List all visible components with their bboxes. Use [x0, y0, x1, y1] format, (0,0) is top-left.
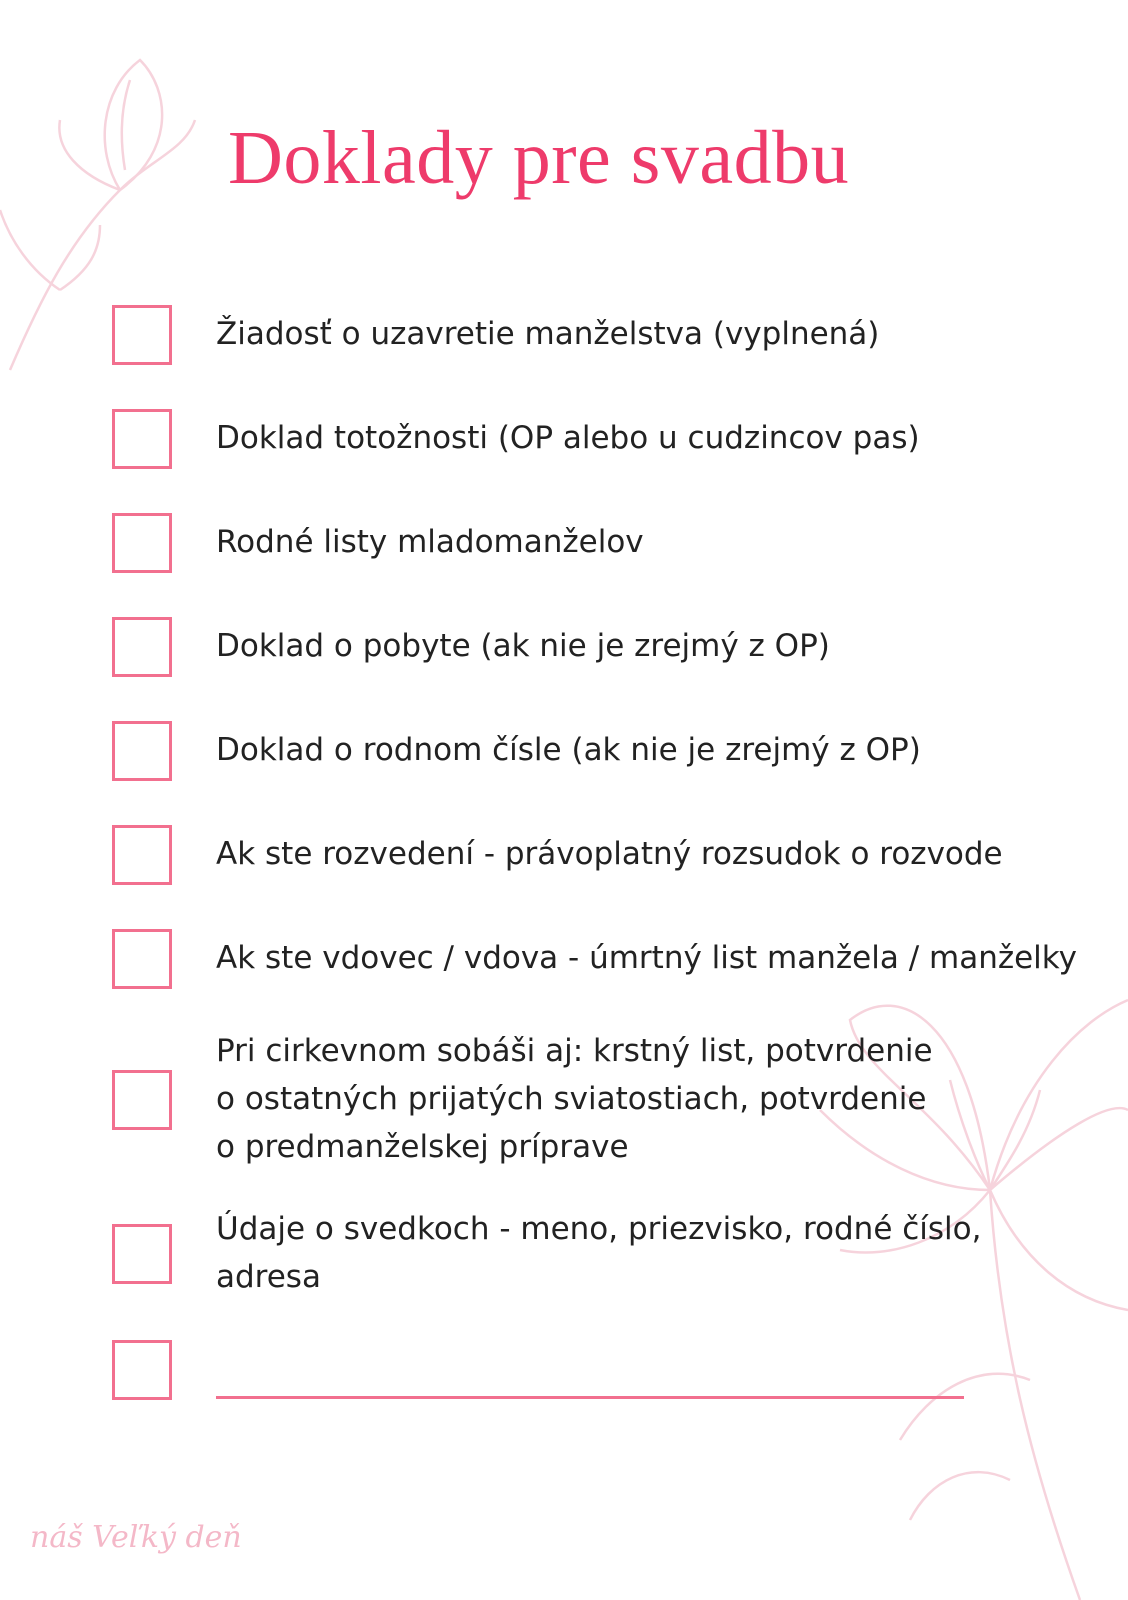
checklist-item-line: Ak ste rozvedení - právoplatný rozsudok o rozvode	[216, 836, 1003, 872]
checklist-item-line: o ostatných prijatých sviatostiach, potvrdenie	[216, 1081, 927, 1117]
page-title: Doklady pre svadbu	[228, 116, 850, 200]
checklist-item-line: o predmanželskej príprave	[216, 1129, 629, 1165]
checkbox[interactable]	[112, 825, 172, 885]
checklist-item-line: Údaje o svedkoch - meno, priezvisko, rodné číslo,	[216, 1211, 982, 1247]
checkbox[interactable]	[112, 409, 172, 469]
checklist-item-line: Doklad totožnosti (OP alebo u cudzincov pas)	[216, 420, 920, 456]
checklist-item-label	[216, 934, 1077, 982]
checklist-item-label	[216, 1027, 933, 1171]
checklist-item-line: Rodné listy mladomanželov	[216, 524, 644, 560]
checklist-item-label	[216, 726, 921, 774]
checklist-item-line: Ak ste vdovec / vdova - úmrtný list manžela / manželky	[216, 940, 1077, 976]
blank-write-in-line	[216, 1396, 964, 1399]
brand-logo: náš Veľký deň	[30, 1520, 242, 1555]
checkbox[interactable]	[112, 513, 172, 573]
checkbox[interactable]	[112, 305, 172, 365]
checklist-item-line: Doklad o pobyte (ak nie je zrejmý z OP)	[216, 628, 830, 664]
checklist-item-label	[216, 518, 644, 566]
checkbox[interactable]	[112, 929, 172, 989]
checklist-item-line: Pri cirkevnom sobáši aj: krstný list, potvrdenie	[216, 1033, 933, 1069]
checklist-item-label	[216, 414, 920, 462]
checklist-item-label	[216, 622, 830, 670]
checkbox[interactable]	[112, 721, 172, 781]
checkbox[interactable]	[112, 617, 172, 677]
checklist-item-label	[216, 830, 1003, 878]
checkbox[interactable]	[112, 1070, 172, 1130]
checklist-item-line: adresa	[216, 1259, 321, 1295]
checkbox[interactable]	[112, 1224, 172, 1284]
checklist-item-label	[216, 1205, 982, 1301]
checklist-item-label	[216, 310, 879, 358]
checklist-item-line: Doklad o rodnom čísle (ak nie je zrejmý z OP)	[216, 732, 921, 768]
checklist-item-line: Žiadosť o uzavretie manželstva (vyplnená)	[216, 316, 880, 352]
checkbox[interactable]	[112, 1340, 172, 1400]
